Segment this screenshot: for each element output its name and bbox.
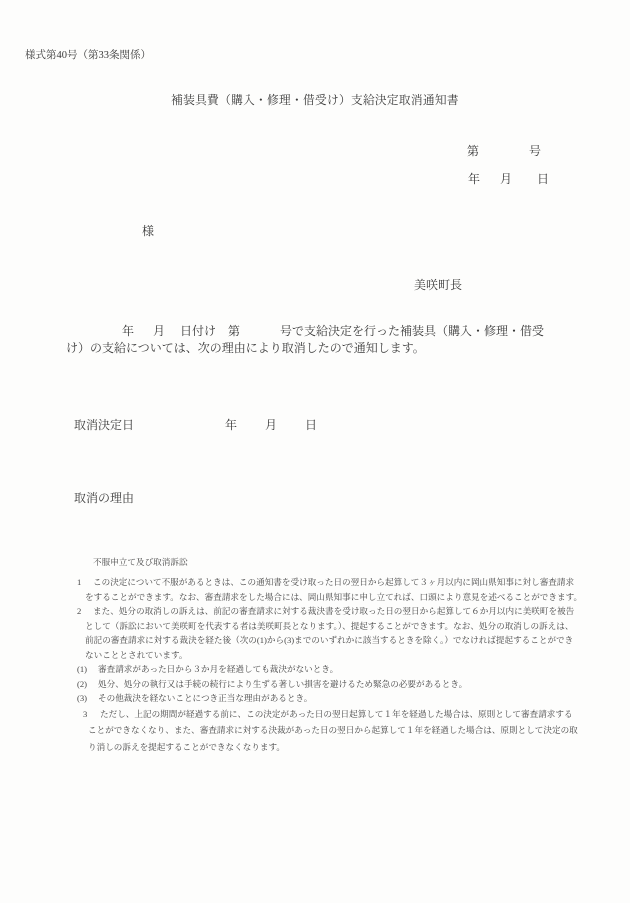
cancel-date-day-label: 日	[305, 418, 318, 432]
body-line1-text: 号で支給決定を行った補装具（購入・修理・借受	[280, 324, 545, 338]
cancel-date-month-label: 月	[265, 418, 278, 432]
decision-number-prefix-label: 第	[228, 324, 241, 338]
note-line	[77, 575, 625, 590]
form-number: 様式第40号（第33条関係）	[25, 50, 151, 61]
note-line-number: (3)	[77, 693, 88, 703]
note-line-text: として（訴訟において美咲町を代表する者は美咲町長となります。）、提起することができます。なお、処分の取消しの訴えは、	[85, 620, 574, 631]
note-line	[77, 648, 625, 663]
sender-name: 美咲町長	[414, 278, 463, 292]
note-line	[77, 706, 625, 723]
issue-date-month-label: 月	[500, 172, 513, 186]
note-line-text: その他裁決を経ないことにつき正当な理由があるとき。	[98, 693, 313, 703]
doc-number-prefix-label: 第	[467, 144, 480, 158]
note-line-text: ないこととされています。	[85, 649, 188, 660]
note-line-text: ただし、上記の期間が経過する前に、この決定があった日の翌日起算して１年を経過した場合は、原則として審査請求する	[100, 708, 573, 719]
note-line	[77, 590, 625, 605]
document-title: 補装具費（購入・修理・借受け）支給決定取消通知書	[171, 94, 459, 107]
issue-date-year-label: 年	[468, 172, 481, 186]
cancel-reason-label: 取消の理由	[74, 491, 135, 505]
issue-date-day-label: 日	[537, 172, 550, 186]
note-line	[77, 691, 625, 706]
note-line	[77, 604, 625, 619]
cancel-decision-date-label: 取消決定日	[74, 418, 135, 432]
note-line-text: ことができなくなり、また、審査請求に対する決裁があった日の翌日から起算して１年を経過した場合は、原則として決定の取	[88, 725, 578, 735]
note-line-text: 審査請求があった日から３か月を経過しても裁決がないとき。	[98, 664, 339, 674]
note-line	[77, 677, 625, 692]
decision-date-year-label: 年	[122, 324, 135, 338]
note-line-number: 2	[77, 606, 82, 616]
decision-date-suffix-label: 日付け	[180, 324, 217, 338]
appeal-notes-heading: 不服申立て及び取消訴訟	[93, 557, 188, 567]
note-line-text: また、処分の取消しの訴えは、前記の審査請求に対する裁決書を受け取った日の翌日から起算して６か月以内に美咲町を被告	[93, 606, 575, 616]
note-line-text: り消しの訴えを提起することができなくなります。	[88, 741, 285, 752]
note-line	[77, 739, 625, 756]
note-line-number: (2)	[77, 678, 88, 689]
note-line-number: 3	[83, 708, 88, 719]
note-line	[77, 662, 625, 677]
addressee-honorific: 様	[142, 224, 155, 238]
note-line-number: 1	[77, 577, 82, 587]
note-line-text: 前記の審査請求に対する裁決を経た後（次の(1)から(3)までのいずれかに該当するときを除く。）でなければ提起することができ	[85, 635, 574, 645]
note-line	[77, 722, 625, 739]
note-line-text: 処分、処分の執行又は手続の続行により生ずる著しい損害を避けるため緊急の必要があるとき。	[98, 678, 468, 689]
note-line-text: この決定について不服があるときは、この通知書を受け取った日の翌日から起算して３ヶ月以内に岡山県知事に対し審査請求	[93, 577, 575, 587]
decision-date-month-label: 月	[153, 324, 166, 338]
doc-number-suffix-label: 号	[529, 144, 542, 158]
cancel-date-year-label: 年	[225, 418, 238, 432]
notes-lines	[77, 575, 625, 755]
appeal-notes-section	[77, 556, 625, 755]
note-line-text: をすることができます。なお、審査請求をした場合には、岡山県知事に申し立てれば、口頭により意見を述べることができます。	[85, 591, 583, 602]
body-line2-text: け）の支給については、次の理由により取消したので通知します。	[66, 341, 425, 355]
note-line	[77, 633, 625, 648]
note-line	[77, 619, 625, 634]
note-line-number: (1)	[77, 664, 88, 674]
